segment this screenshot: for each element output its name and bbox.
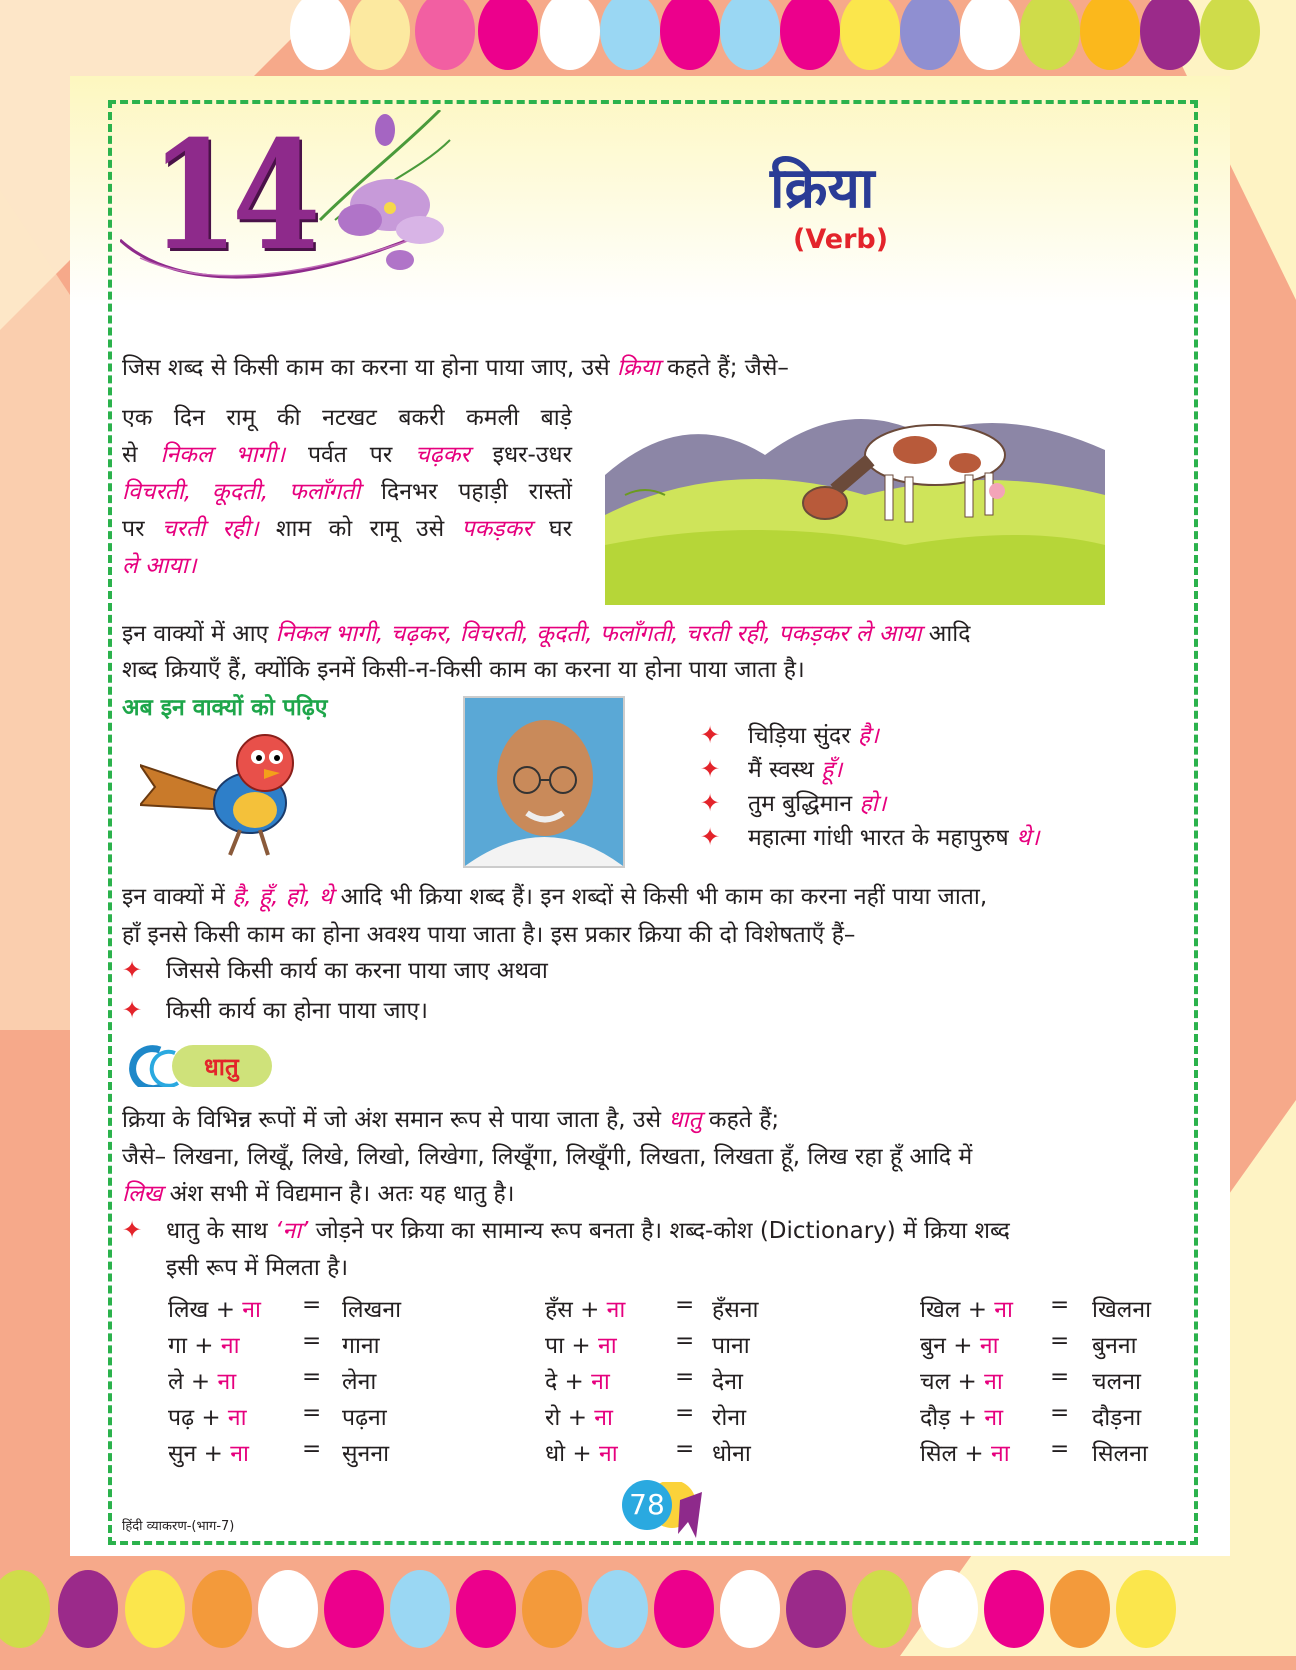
bird-illustration: [140, 725, 320, 860]
flower-swirl-illustration: [120, 110, 480, 300]
dhatu-root: गा + ना: [168, 1333, 240, 1359]
na-suffix: ना: [606, 1297, 626, 1323]
swoosh-icon: [120, 1045, 180, 1087]
star-bullet-icon: ✦: [700, 823, 721, 851]
equals-sign: =: [302, 1400, 322, 1426]
plus-sign: +: [957, 1405, 985, 1431]
dhatu-result: पाना: [712, 1333, 750, 1359]
na-suffix: ना: [217, 1369, 237, 1395]
dhatu-root: पा + ना: [545, 1333, 617, 1359]
plus-sign: +: [957, 1369, 985, 1395]
plus-sign: +: [215, 1297, 243, 1323]
plus-sign: +: [572, 1441, 600, 1467]
dhatu-result: लिखना: [342, 1297, 402, 1323]
plus-sign: +: [201, 1405, 228, 1431]
plus-sign: +: [580, 1297, 607, 1323]
verb-highlight: ले आया।: [122, 553, 197, 579]
plus-sign: +: [203, 1441, 231, 1467]
equals-sign: =: [302, 1292, 322, 1318]
verb-highlight: पकड़कर: [461, 516, 532, 542]
dhatu-note: ✦ धातु के साथ ‘ना’ जोड़ने पर क्रिया का सामान्य रूप बनता है। शब्द-कोश (Dictionary) में क्रिया शब्द इसी रूप में मिलता है।: [122, 1212, 1182, 1287]
verb-sentence: ✦ महात्मा गांधी भारत के महापुरुष थे।: [700, 823, 1040, 851]
chapter-title: क्रिया: [770, 156, 875, 221]
explanation-1: इन वाक्यों में आए निकल भागी, चढ़कर, विचरती, कूदती, फलाँगती, चरती रही, पकड़कर ले आया आदि शब्द क्रियाएँ हैं, क्योंकि इनमें किसी-न-किसी काम का करना या होना पाया जाता है।: [122, 621, 971, 683]
verb-highlight: थे।: [1016, 825, 1040, 851]
na-suffix: ना: [979, 1333, 999, 1359]
dhatu-result: पढ़ना: [342, 1405, 387, 1431]
equals-sign: =: [1050, 1436, 1070, 1462]
goat-grazing-illustration: [605, 395, 1145, 605]
plus-sign: +: [194, 1333, 221, 1359]
feature-item: ✦ किसी कार्य का होना पाया जाए।: [122, 996, 428, 1024]
star-bullet-icon: ✦: [122, 956, 143, 984]
dhatu-result: सुनना: [342, 1441, 390, 1467]
na-suffix: ना: [220, 1333, 240, 1359]
read-heading: अब इन वाक्यों को पढ़िए: [122, 695, 328, 721]
verb-highlight: हो।: [859, 791, 887, 817]
na-suffix: ना: [597, 1333, 617, 1359]
story-text: पर: [122, 516, 162, 542]
na-suffix: ना: [984, 1369, 1003, 1395]
story-line: [122, 548, 572, 585]
intro-term: क्रिया: [617, 355, 660, 381]
dhatu-result: बुनना: [1092, 1333, 1137, 1359]
plus-sign: +: [964, 1441, 992, 1467]
equals-sign: =: [675, 1436, 695, 1462]
story-paragraph: [122, 400, 572, 585]
chapter-number: 14: [150, 108, 314, 284]
equals-sign: =: [675, 1400, 695, 1426]
star-bullet-icon: ✦: [122, 996, 143, 1024]
equals-sign: =: [302, 1436, 322, 1462]
verb-sentence: ✦ मैं स्वस्थ हूँ।: [700, 755, 843, 783]
dhatu-root: दौड़ + ना: [920, 1405, 1004, 1431]
na-suffix: ना: [599, 1441, 618, 1467]
dhatu-root: खिल + ना: [920, 1297, 1014, 1323]
na-suffix: ना: [991, 1441, 1010, 1467]
dhatu-root: लिख + ना: [168, 1297, 262, 1323]
equals-sign: =: [1050, 1292, 1070, 1318]
story-text: शाम को रामू उसे: [258, 516, 462, 542]
star-bullet-icon: ✦: [700, 789, 721, 817]
intro-definition: जिस शब्द से किसी काम का करना या होना पाया जाए, उसे क्रिया कहते हैं; जैसे–: [122, 355, 789, 381]
story-line: [122, 437, 572, 474]
verb-highlight: निकल भागी।: [160, 442, 286, 468]
story-line: [122, 400, 572, 437]
equals-sign: =: [675, 1364, 695, 1390]
equals-sign: =: [302, 1328, 322, 1354]
dhatu-root: धो + ना: [545, 1441, 618, 1467]
na-suffix: ना: [994, 1297, 1014, 1323]
plus-sign: +: [953, 1333, 980, 1359]
equals-sign: =: [1050, 1364, 1070, 1390]
equals-sign: =: [302, 1364, 322, 1390]
explanation-2: इन वाक्यों में है, हूँ, हो, थे आदि भी क्रिया शब्द हैं। इन शब्दों से किसी भी काम का करना नहीं पाया जाता, हाँ इनसे किसी काम का होना अवश्य पाया जाता है। इस प्रकार क्रिया की दो विशेषताएँ हैं–: [122, 884, 988, 948]
chapter-subtitle: (Verb): [793, 224, 889, 255]
verb-sentence: ✦ चिड़िया सुंदर है।: [700, 721, 879, 749]
equals-sign: =: [1050, 1328, 1070, 1354]
story-line: [122, 474, 572, 511]
equals-sign: =: [1050, 1400, 1070, 1426]
dhatu-result: धोना: [712, 1441, 751, 1467]
verb-highlight: विचरती, कूदती, फलाँगती: [122, 479, 361, 505]
dhatu-root: चल + ना: [920, 1369, 1003, 1395]
na-suffix: ना: [242, 1297, 262, 1323]
verb-highlight: चढ़कर: [415, 442, 470, 468]
bottom-dots-decoration: [0, 1570, 1296, 1670]
dhatu-result: सिलना: [1092, 1441, 1148, 1467]
dhatu-root: ले + ना: [168, 1369, 237, 1395]
story-line: [122, 511, 572, 548]
plus-sign: +: [571, 1333, 598, 1359]
dhatu-result: लेना: [342, 1369, 377, 1395]
na-suffix: ना: [984, 1405, 1004, 1431]
dhatu-root: रो + ना: [545, 1405, 614, 1431]
dhatu-root: दे + ना: [545, 1369, 610, 1395]
equals-sign: =: [675, 1292, 695, 1318]
story-text: एक दिन रामू की नटखट बकरी कमली बाड़े: [122, 405, 572, 431]
verb-highlight: हूँ।: [821, 757, 843, 783]
dhatu-root: सिल + ना: [920, 1441, 1010, 1467]
plus-sign: +: [567, 1405, 595, 1431]
plus-sign: +: [967, 1297, 995, 1323]
star-bullet-icon: ✦: [700, 755, 721, 783]
feature-item: ✦ जिससे किसी कार्य का करना पाया जाए अथवा: [122, 956, 548, 984]
dhatu-result: गाना: [342, 1333, 380, 1359]
page-number: 78: [622, 1480, 672, 1530]
dhatu-result: चलना: [1092, 1369, 1141, 1395]
story-text: घर: [531, 516, 573, 542]
verb-highlight: है।: [857, 723, 879, 749]
dhatu-definition: क्रिया के विभिन्न रूपों में जो अंश समान रूप से पाया जाता है, उसे धातु कहते हैं; जैसे– लिखना, लिखूँ, लिखे, लिखो, लिखेगा, लिखूँगा, लिखूँगी, लिखता, लिखता हूँ, लिख रहा हूँ आदि में लिख अंश सभी में विद्यमान है। अतः यह धातु है।: [122, 1107, 973, 1207]
dhatu-result: खिलना: [1092, 1297, 1152, 1323]
na-suffix: ना: [227, 1405, 247, 1431]
star-bullet-icon: ✦: [700, 721, 721, 749]
dhatu-result: हँसना: [712, 1297, 759, 1323]
dhatu-result: रोना: [712, 1405, 747, 1431]
verb-sentence: ✦ तुम बुद्धिमान हो।: [700, 789, 887, 817]
dhatu-heading: धातु: [204, 1053, 239, 1081]
gandhi-portrait: [463, 696, 625, 868]
story-text: इधर-उधर: [469, 442, 572, 468]
footer-book-title: हिंदी व्याकरण-(भाग-7): [122, 1519, 235, 1534]
dhatu-root: बुन + ना: [920, 1333, 999, 1359]
story-text: दिनभर पहाड़ी रास्तों: [360, 479, 572, 505]
dhatu-result: दौड़ना: [1092, 1405, 1142, 1431]
story-text: पर्वत पर: [285, 442, 416, 468]
na-suffix: ना: [230, 1441, 249, 1467]
dhatu-result: देना: [712, 1369, 743, 1395]
dhatu-root: सुन + ना: [168, 1441, 249, 1467]
na-suffix: ना: [594, 1405, 614, 1431]
verb-highlight: चरती रही।: [161, 516, 259, 542]
na-suffix: ना: [591, 1369, 610, 1395]
story-text: से: [122, 442, 161, 468]
dhatu-root: पढ़ + ना: [168, 1405, 247, 1431]
equals-sign: =: [675, 1328, 695, 1354]
plus-sign: +: [190, 1369, 218, 1395]
plus-sign: +: [564, 1369, 592, 1395]
dhatu-root: हँस + ना: [545, 1297, 626, 1323]
star-bullet-icon: ✦: [122, 1216, 143, 1244]
